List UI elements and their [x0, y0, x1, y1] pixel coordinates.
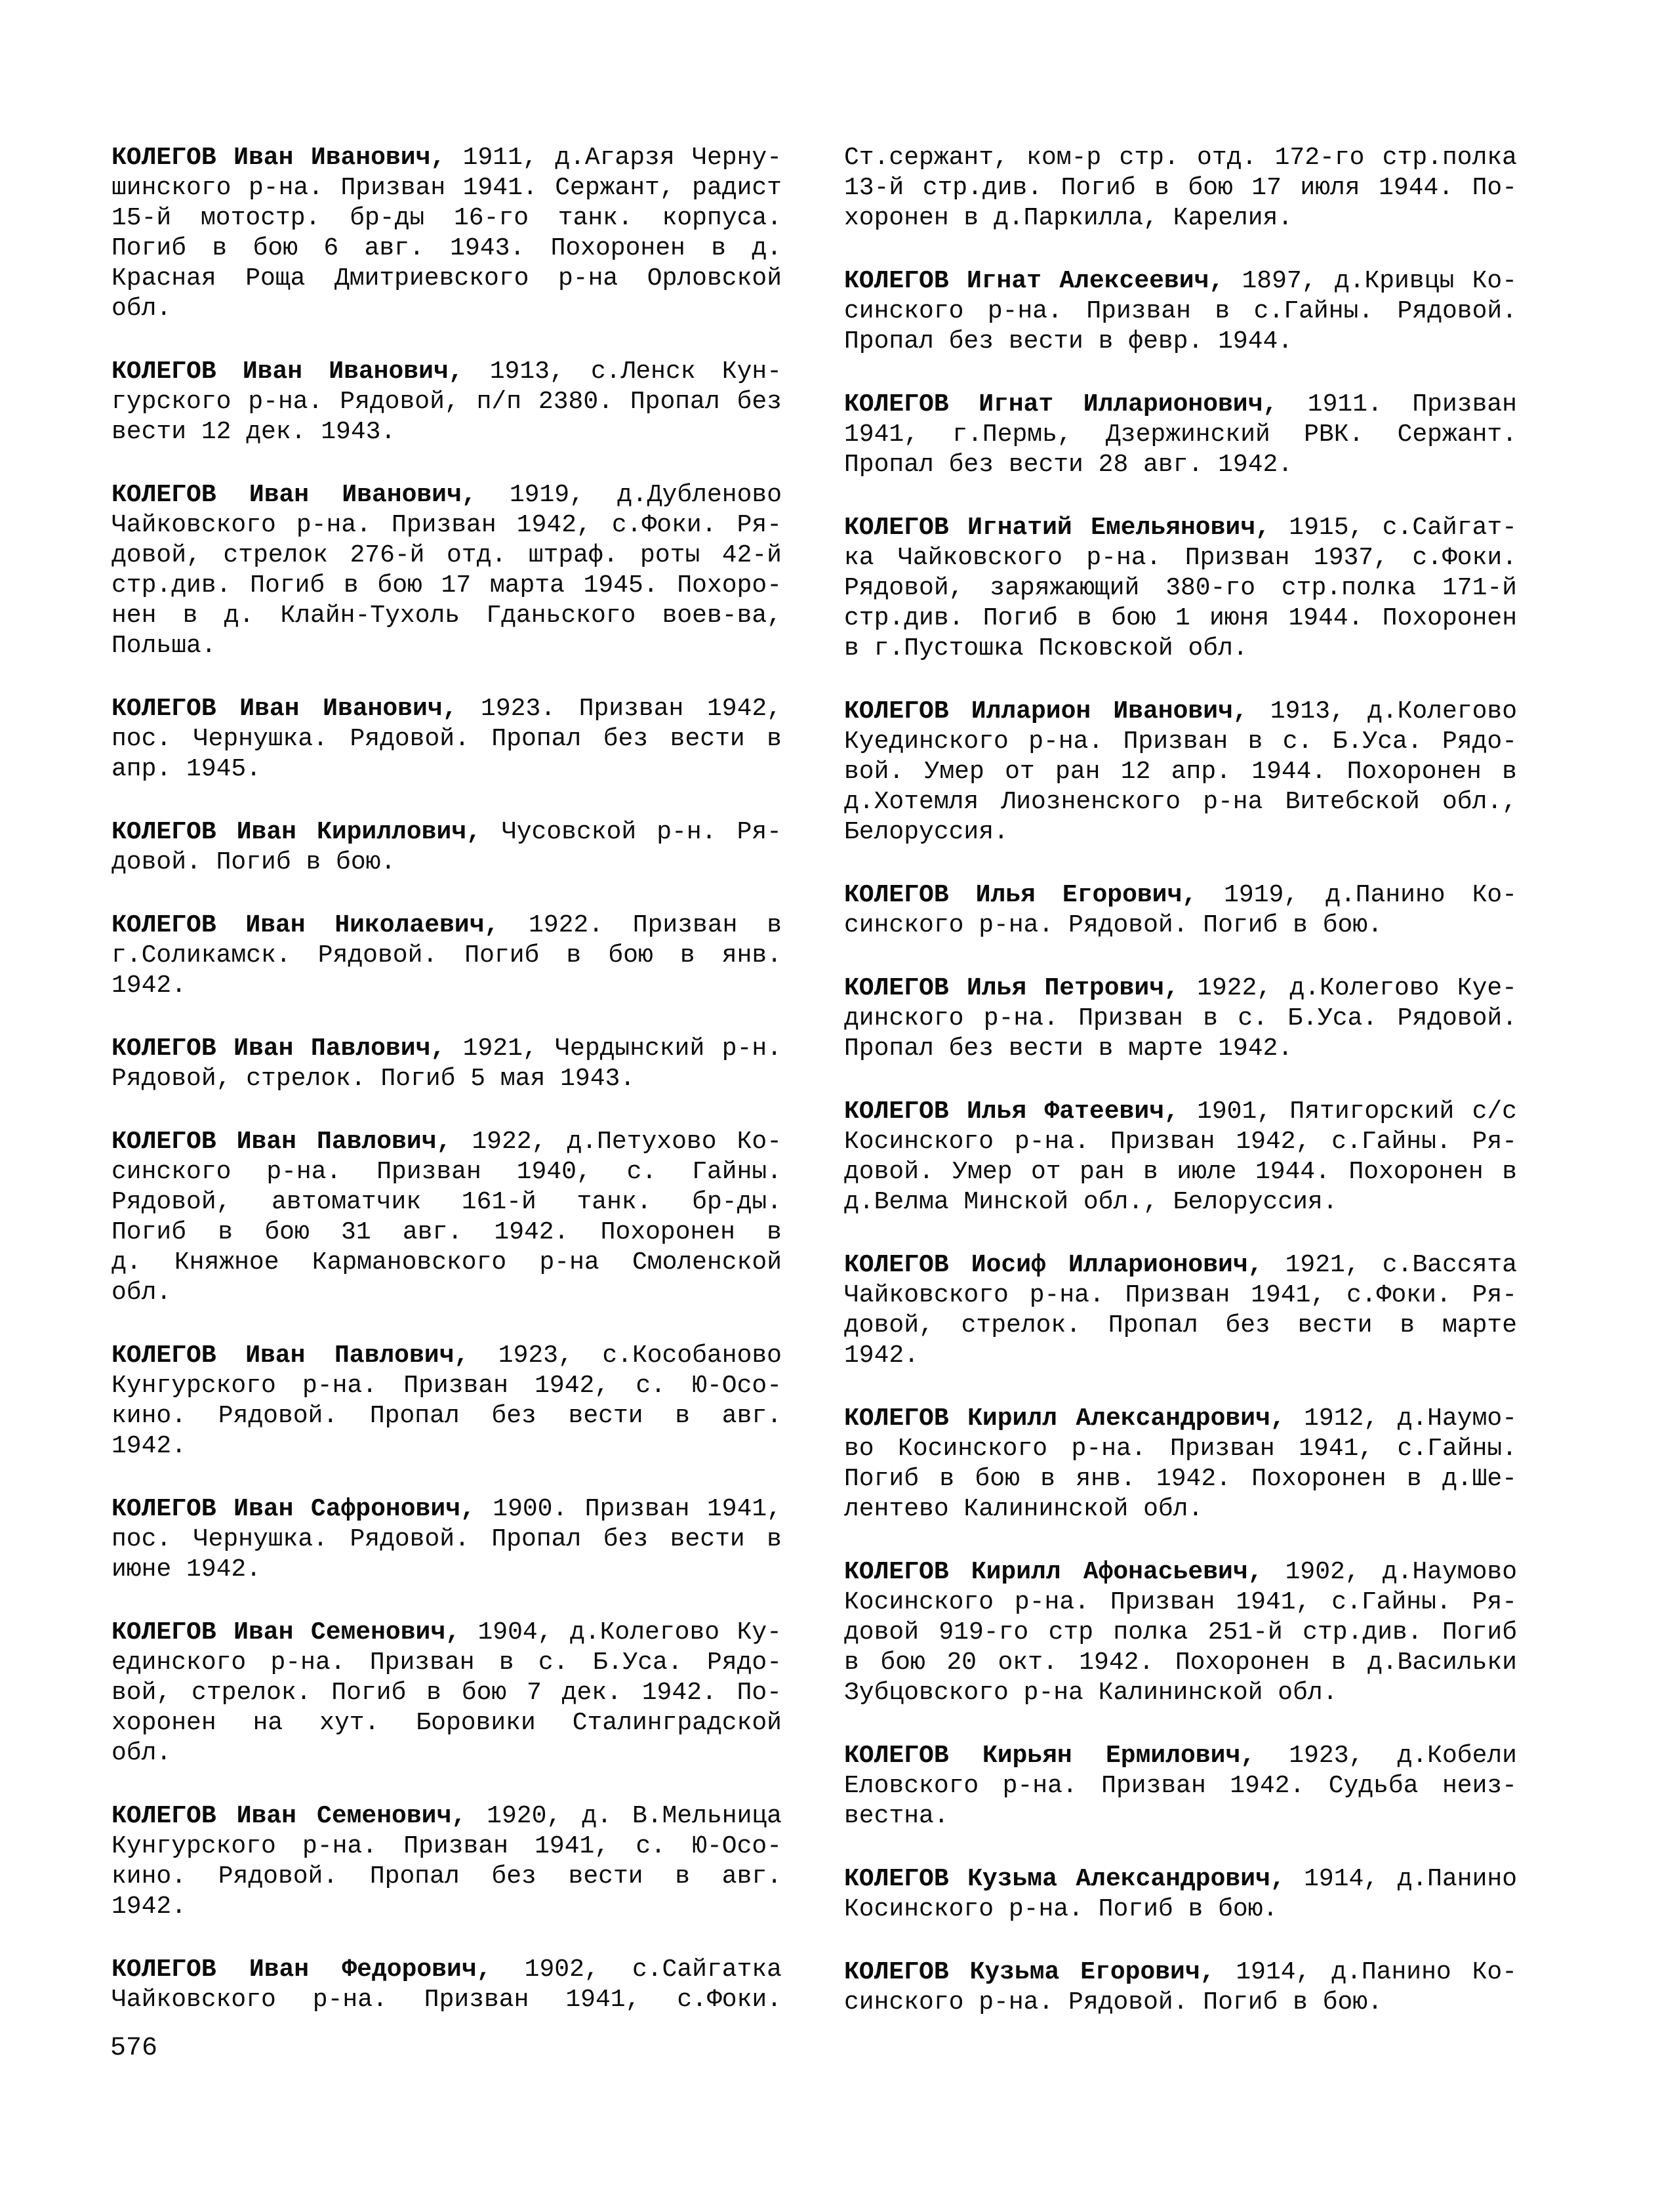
entry-line: д.Хотемля Лиозненского р-на Витебской обл.,	[844, 788, 1517, 816]
entry-line: 1922, д.Колегово Куе-	[1197, 974, 1517, 1002]
entry	[111, 1127, 782, 1308]
entry-line: Рядовой, стрелок. Погиб 5 мая 1943.	[111, 1065, 636, 1093]
entry-line: Куединского р-на. Призван в с. Б.Уса. Рядо-	[844, 727, 1517, 756]
entry-line: 1914, д.Панино	[1304, 1865, 1517, 1893]
entry-first-line	[111, 1127, 782, 1157]
entry-line: 1897, д.Кривцы Ко-	[1242, 267, 1517, 295]
entry	[111, 480, 782, 661]
entry-line: д. Княжное Кармановского р-на Смоленской	[111, 1248, 782, 1277]
entry-line: Зубцовского р-на Калининской обл.	[844, 1679, 1338, 1707]
entry-line: нен в д. Клайн-Тухоль Гданьского воев-ва,	[111, 602, 782, 630]
entry-line: синского р-на. Призван в с.Гайны. Рядовой.	[844, 297, 1517, 325]
entry	[111, 694, 782, 785]
entry-first-line	[844, 697, 1517, 727]
entry-line: Кунгурского р-на. Призван 1941, с. Ю-Осо-	[111, 1832, 782, 1860]
entry	[111, 1494, 782, 1585]
entry	[111, 357, 782, 447]
entry-line: Чайковского р-на. Призван 1941, с.Фоки. Ря-	[844, 1281, 1517, 1309]
entry-line: вой. Умер от ран 12 апр. 1944. Похоронен в	[844, 758, 1517, 786]
entry-line: 1941, г.Пермь, Дзержинский РВК. Сержант.	[844, 420, 1517, 449]
entry-line: вестна.	[844, 1802, 949, 1830]
entry	[111, 817, 782, 878]
entry-line: хоронен на хут. Боровики Сталинградской	[111, 1709, 782, 1737]
entry-line: д.Велма Минской обл., Белоруссия.	[844, 1188, 1338, 1216]
entry-line: Погиб в бою в янв. 1942. Похоронен в д.Ше-	[844, 1465, 1517, 1493]
entry-line: в бою 20 окт. 1942. Похоронен в д.Васильки	[844, 1649, 1517, 1677]
column-left	[111, 143, 782, 2048]
entry-name: КОЛЕГОВ Иван Семенович,	[111, 1618, 460, 1647]
entry-first-line	[111, 143, 782, 173]
entry	[844, 390, 1517, 480]
entry-line: вой, стрелок. Погиб в бою 7 дек. 1942. По-	[111, 1679, 782, 1707]
entry-line: обл.	[111, 295, 172, 323]
entry-line: 1900. Призван 1941,	[493, 1495, 782, 1523]
entry-line: Чайковского р-на. Призван 1942, с.Фоки. Ря-	[111, 511, 782, 539]
entry	[844, 1250, 1517, 1371]
entry-line: Польша.	[111, 632, 216, 660]
entry-line: довой. Умер от ран в июле 1944. Похоронен в	[844, 1158, 1517, 1186]
entry-name: КОЛЕГОВ Иван Кириллович,	[111, 818, 481, 846]
entry-line: синского р-на. Рядовой. Погиб в бою.	[844, 1988, 1383, 2017]
entry-line: Пропал без вести в марте 1942.	[844, 1034, 1293, 1063]
entry-name: КОЛЕГОВ Игнатий Емельянович,	[844, 514, 1270, 542]
entry	[844, 1741, 1517, 1832]
entry-line: обл.	[111, 1279, 172, 1307]
entry	[844, 513, 1517, 664]
entry	[111, 1034, 782, 1094]
entry-line: Белоруссия.	[844, 818, 1009, 846]
entry-first-line	[111, 1955, 782, 1985]
entry-line: Погиб в бою 6 авг. 1943. Похоронен в д.	[111, 234, 782, 262]
entry-line: Погиб в бою 31 авг. 1942. Похоронен в	[111, 1218, 782, 1246]
entry-line: стр.див. Погиб в бою 1 июня 1944. Похоронен	[844, 604, 1517, 632]
entry	[111, 1341, 782, 1462]
entry-first-line	[844, 1250, 1517, 1280]
entry-first-line	[844, 390, 1517, 420]
entry-name: КОЛЕГОВ Илларион Иванович,	[844, 697, 1248, 726]
entry-name: КОЛЕГОВ Иван Иванович,	[111, 358, 464, 386]
entry-line: 1919, д.Панино Ко-	[1224, 881, 1517, 909]
entry-name: КОЛЕГОВ Иван Николаевич,	[111, 911, 500, 939]
entry-line: 1942.	[111, 972, 187, 1000]
entry-line: кино. Рядовой. Пропал без вести в авг.	[111, 1862, 782, 1891]
entry-first-line	[844, 1557, 1517, 1587]
entry-line: единского р-на. Призван в с. Б.Уса. Рядо-	[111, 1649, 782, 1677]
entry-name: КОЛЕГОВ Кирилл Александрович,	[844, 1404, 1285, 1433]
entry-first-line	[844, 1957, 1517, 1988]
entry-line: 1913, с.Ленск Кун-	[489, 358, 782, 386]
entry-line: во Косинского р-на. Призван 1941, с.Гайны.	[844, 1435, 1517, 1463]
entry-line: 1915, с.Сайгат-	[1289, 514, 1517, 542]
entry-name: КОЛЕГОВ Илья Фатеевич,	[844, 1097, 1179, 1126]
entry-first-line	[844, 880, 1517, 911]
entry-line: 1902, д.Наумово	[1285, 1558, 1517, 1586]
entry-line: 1921, Чердынский р-н.	[462, 1034, 782, 1063]
entry-line: 1904, д.Колегово Ку-	[477, 1618, 782, 1647]
entry-line: 1911, д.Агарзя Черну-	[462, 144, 782, 172]
entry-name: КОЛЕГОВ Кузьма Егорович,	[844, 1958, 1215, 1986]
entry-line: 1920, д. В.Мельница	[487, 1802, 782, 1830]
entry-name: КОЛЕГОВ Иосиф Илларионович,	[844, 1251, 1263, 1279]
entry-line: довой, стрелок. Пропал без вести в марте	[844, 1311, 1517, 1340]
entry	[844, 1097, 1517, 1218]
entry-first-line	[111, 911, 782, 941]
entry-line: синского р-на. Рядовой. Погиб в бою.	[844, 911, 1383, 939]
entry-first-line	[111, 357, 782, 387]
entry-line: Пропал без вести 28 авг. 1942.	[844, 451, 1293, 479]
entry-first-line	[111, 1494, 782, 1525]
entry-first-line	[844, 513, 1517, 543]
entry	[111, 911, 782, 1001]
entry	[844, 1557, 1517, 1708]
entry-line: 1921, с.Вассята	[1285, 1251, 1517, 1279]
entry-first-line	[111, 1801, 782, 1832]
entry-line: 1923, с.Кособаново	[498, 1342, 782, 1370]
entry-line: Косинского р-на. Погиб в бою.	[844, 1895, 1278, 1923]
entry-first-line	[111, 817, 782, 848]
entry-first-line	[844, 973, 1517, 1004]
entry-first-line	[111, 480, 782, 510]
entry-line: 1922. Призван в	[529, 911, 782, 939]
entry-line: Рядовой, автоматчик 161-й танк. бр-ды.	[111, 1188, 782, 1216]
entry	[844, 143, 1517, 234]
entry-name: КОЛЕГОВ Иван Семенович,	[111, 1802, 467, 1830]
entry-line: довой 919-го стр полка 251-й стр.див. Погиб	[844, 1618, 1517, 1647]
entry-name: КОЛЕГОВ Иван Павлович,	[111, 1128, 452, 1156]
entry-line: в г.Пустошка Псковской обл.	[844, 634, 1248, 663]
entry-line: 1919, д.Дубленово	[509, 481, 782, 509]
page-number: 576	[110, 2034, 158, 2063]
entry-line: 1913, д.Колегово	[1270, 697, 1517, 726]
entry-name: КОЛЕГОВ Иван Федорович,	[111, 1956, 492, 1984]
entry-line: пос. Чернушка. Рядовой. Пропал без вести в	[111, 725, 782, 753]
entry	[111, 1618, 782, 1769]
entry-line: довой, стрелок 276-й отд. штраф. роты 42-й	[111, 541, 782, 569]
entry-line: Чайковского р-на. Призван 1941, с.Фоки.	[111, 1986, 782, 2014]
entry-first-line	[844, 1097, 1517, 1127]
entry-name: КОЛЕГОВ Иван Павлович,	[111, 1034, 446, 1063]
entry-name: КОЛЕГОВ Иван Иванович,	[111, 144, 446, 172]
entry-line: 1923. Призван 1942,	[481, 695, 782, 723]
entry-line: 1942.	[111, 1893, 187, 1921]
entry-name: КОЛЕГОВ Кирьян Ермилович,	[844, 1742, 1256, 1770]
entry-name: КОЛЕГОВ Кузьма Александрович,	[844, 1865, 1285, 1893]
entry-line: обл.	[111, 1739, 172, 1767]
entry-first-line	[111, 694, 782, 724]
entry-name: КОЛЕГОВ Илья Егорович,	[844, 881, 1198, 909]
entry-line: 1911. Призван	[1307, 390, 1517, 419]
entry-line: Пропал без вести в февр. 1944.	[844, 327, 1293, 356]
entry-line: Косинского р-на. Призван 1942, с.Гайны. Ря-	[844, 1128, 1517, 1156]
entry-line: 1914, д.Панино Ко-	[1236, 1958, 1517, 1986]
entry-line: 1923, д.Кобели	[1289, 1742, 1517, 1770]
entry-line: кино. Рядовой. Пропал без вести в авг.	[111, 1402, 782, 1430]
entry-name: КОЛЕГОВ Игнат Илларионович,	[844, 390, 1278, 419]
entry-name: КОЛЕГОВ Иван Иванович,	[111, 481, 477, 509]
entry-line: 15-й мотостр. бр-ды 16-го танк. корпуса.	[111, 204, 782, 232]
entry	[111, 1801, 782, 1922]
entry-first-line	[844, 266, 1517, 297]
entry-line: июне 1942.	[111, 1555, 262, 1584]
entry-line: Кунгурского р-на. Призван 1942, с. Ю-Осо-	[111, 1372, 782, 1400]
entry-line: шинского р-на. Призван 1941. Сержант, радист	[111, 174, 782, 202]
entry-line: ка Чайковского р-на. Призван 1937, с.Фоки.	[844, 544, 1517, 572]
entry	[844, 266, 1517, 357]
entry-first-line	[111, 1618, 782, 1648]
entry-name: КОЛЕГОВ Иван Павлович,	[111, 1342, 470, 1370]
entry-line: Еловского р-на. Призван 1942. Судьба неиз-	[844, 1772, 1517, 1800]
entry-line: Рядовой, заряжающий 380-го стр.полка 171-й	[844, 574, 1517, 602]
entry	[844, 973, 1517, 1064]
entry-first-line	[111, 1034, 782, 1064]
entry-line: Ст.сержант, ком-р стр. отд. 172-го стр.полка	[844, 144, 1517, 172]
entry-line: апр. 1945.	[111, 755, 262, 783]
entry-first-line	[844, 1864, 1517, 1895]
entry-line: синского р-на. Призван 1940, с. Гайны.	[111, 1158, 782, 1186]
entry-first-line	[844, 1404, 1517, 1434]
entry-line: хоронен в д.Паркилла, Карелия.	[844, 204, 1293, 232]
entry	[111, 1955, 782, 2015]
entry-line: гурского р-на. Рядовой, п/п 2380. Пропал без	[111, 388, 782, 416]
entry-line: Чусовской р-н. Ря-	[501, 818, 782, 846]
entry-name: КОЛЕГОВ Игнат Алексеевич,	[844, 267, 1224, 295]
entry	[844, 1864, 1517, 1925]
entry-line: 13-й стр.див. Погиб в бою 17 июля 1944. По-	[844, 174, 1517, 202]
entry-line: довой. Погиб в бою.	[111, 848, 396, 876]
entry-line: 1942.	[111, 1432, 187, 1460]
column-right	[844, 143, 1517, 2051]
entry	[111, 143, 782, 324]
entry-line: 1901, Пятигорский с/с	[1197, 1097, 1517, 1126]
entry-name: КОЛЕГОВ Иван Сафронович,	[111, 1495, 475, 1523]
entry-line: Косинского р-на. Призван 1941, с.Гайны. Ря-	[844, 1588, 1517, 1616]
entry-first-line	[844, 1741, 1517, 1771]
entry-line: 1942.	[844, 1342, 920, 1370]
entry	[844, 880, 1517, 941]
entry-line: динского р-на. Призван в с. Б.Уса. Рядовой.	[844, 1004, 1517, 1033]
entry-line: 1912, д.Наумо-	[1304, 1404, 1517, 1433]
entry-line: стр.див. Погиб в бою 17 марта 1945. Похоро-	[111, 571, 782, 600]
entry-line: 1902, с.Сайгатка	[524, 1956, 782, 1984]
entry-line: Красная Роща Дмитриевского р-на Орловской	[111, 264, 782, 293]
entry-line: г.Соликамск. Рядовой. Погиб в бою в янв.	[111, 941, 782, 970]
entry-line: 1922, д.Петухово Ко-	[472, 1128, 782, 1156]
entry	[844, 697, 1517, 848]
entry	[844, 1957, 1517, 2018]
entry-line: лентево Калининской обл.	[844, 1495, 1203, 1523]
entry-line: пос. Чернушка. Рядовой. Пропал без вести в	[111, 1525, 782, 1553]
entry-first-line	[111, 1341, 782, 1371]
entry	[844, 1404, 1517, 1525]
entry-name: КОЛЕГОВ Иван Иванович,	[111, 695, 458, 723]
entry-name: КОЛЕГОВ Илья Петрович,	[844, 974, 1179, 1002]
entry-line: вести 12 дек. 1943.	[111, 418, 396, 446]
entry-name: КОЛЕГОВ Кирилл Афонасьевич,	[844, 1558, 1263, 1586]
